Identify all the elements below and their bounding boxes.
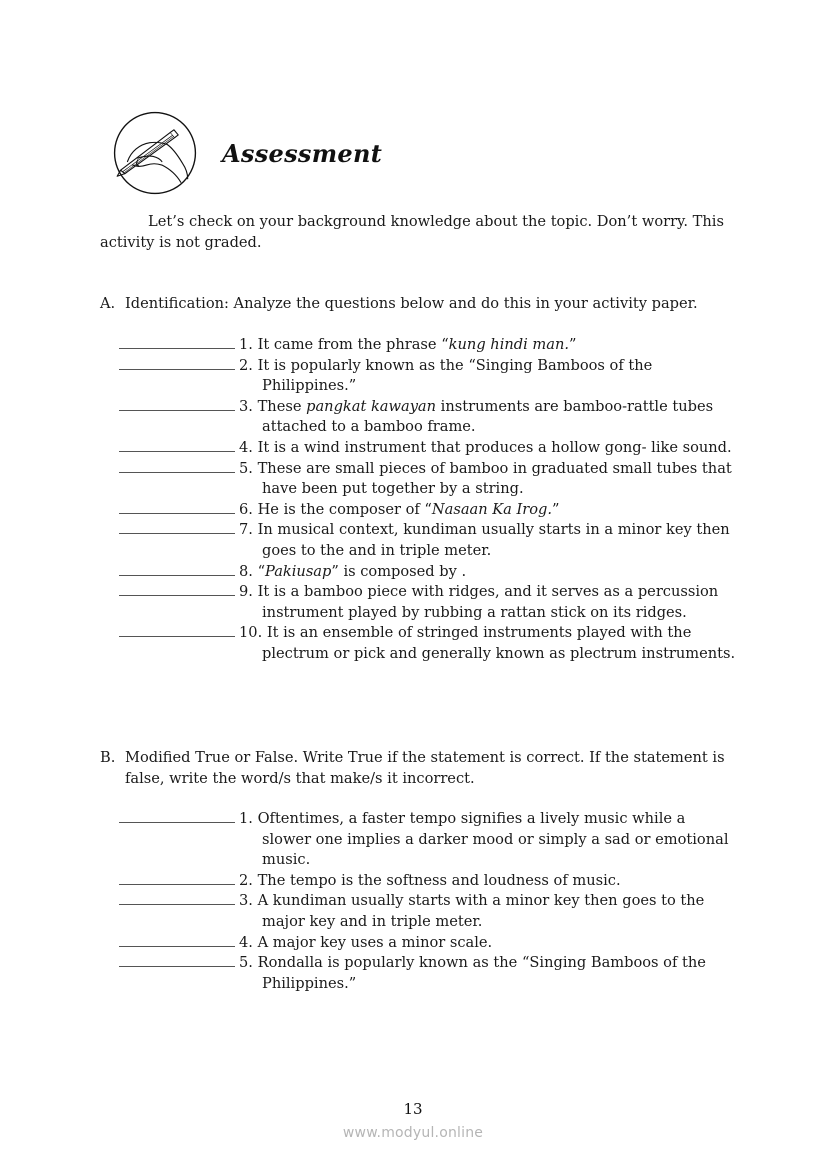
question-item [119,582,739,623]
question-item [119,809,739,871]
answer-blank[interactable] [119,582,235,596]
answer-blank[interactable] [119,953,235,967]
section-a-instruction-text: Identification: Analyze the questions below and do this in your activity paper. [125,295,698,312]
question-number: 4. [239,438,253,456]
watermark: www.modyul.online [342,1125,484,1141]
question-number: 4. [239,933,253,951]
page-title: Assessment [222,138,383,168]
question-number: 2. [239,871,253,889]
italic-term: pangkat kawayan [306,397,437,415]
question-text [239,459,739,500]
text-run: Oftentimes, a faster tempo signifies a lively music while a slower one implies a darker mood or simply a sad or emotional music. [257,810,729,869]
section-a-letter: A. [100,295,116,312]
answer-blank[interactable] [119,397,235,411]
question-text [239,356,739,397]
section-b-items [119,809,739,994]
text-run: It is a wind instrument that produces a hollow gong- like sound. [257,438,732,456]
text-run: ” is composed by . [331,562,467,580]
intro-paragraph: Let’s check on your background knowledge about the topic. Don’t worry. This activity is not graded. [100,213,724,251]
text-run: Rondalla is popularly known as the “Singing Bamboos of the Philippines.” [257,954,706,992]
text-run: In musical context, kundiman usually starts in a minor key then goes to the and in triple meter. [257,521,730,559]
question-item [119,397,739,438]
italic-term: Nasaan Ka Irog. [431,500,553,518]
question-item [119,356,739,397]
text-run: instruments are bamboo-rattle tubes attached to a bamboo frame. [262,397,714,436]
question-number: 1. [239,336,253,353]
text-run: A major key uses a minor scale. [257,933,493,951]
page-number: 13 [403,1100,423,1118]
section-a-instruction [100,294,730,315]
question-item [119,335,739,356]
question-item [119,438,739,459]
assessment-header [112,110,382,196]
question-text [239,397,739,438]
text-run: It is an ensemble of stringed instruments played with the plectrum or pick and generally known as plectrum instruments. [262,624,736,662]
section-b-instruction [100,748,730,789]
question-text [239,520,739,561]
text-run: These are small pieces of bamboo in graduated small tubes that have been put together by a string. [257,459,732,498]
answer-blank[interactable] [119,871,235,885]
answer-blank[interactable] [119,809,235,823]
answer-blank[interactable] [119,335,235,349]
question-item [119,933,739,954]
answer-blank[interactable] [119,520,235,534]
question-text [239,891,739,932]
section-b-letter: B. [100,749,116,766]
pencil-writing-hand-icon [112,110,198,196]
question-item [119,623,739,664]
question-number: 6. [239,500,253,518]
answer-blank[interactable] [119,500,235,514]
question-number: 1. [239,810,253,827]
text-run: “ [257,562,266,580]
question-number: 7. [239,521,253,539]
text-run: These [257,397,307,415]
question-text [239,871,739,892]
question-text [239,335,739,356]
question-text [239,623,739,664]
question-number: 9. [239,583,253,601]
italic-term: Pakiusap [265,562,332,580]
question-text [239,933,739,954]
answer-blank[interactable] [119,562,235,576]
answer-blank[interactable] [119,891,235,905]
question-number: 5. [239,459,253,477]
text-run: A kundiman usually starts with a minor key then goes to the major key and in triple meter. [257,892,705,930]
question-number: 5. [239,954,253,972]
answer-blank[interactable] [119,459,235,473]
question-text [239,438,739,459]
question-number: 3. [239,892,253,910]
question-text [239,500,739,521]
section-b-instruction-text: Modified True or False. Write True if the statement is correct. If the statement is false, write the word/s that make/s it incorrect. [125,749,725,787]
question-item [119,500,739,521]
text-run: It came from the phrase “ [257,336,449,353]
text-run: It is popularly known as the “Singing Bamboos of the Philippines.” [257,356,653,395]
text-run: ” [569,336,577,353]
question-text [239,582,739,623]
question-number: 8. [239,562,253,580]
question-text [239,562,739,583]
question-text [239,953,739,994]
question-number: 10. [239,624,263,642]
question-item [119,562,739,583]
question-item [119,871,739,892]
answer-blank[interactable] [119,438,235,452]
question-item [119,459,739,500]
italic-term: kung hindi man. [448,336,569,353]
answer-blank[interactable] [119,356,235,370]
text-run: The tempo is the softness and loudness of music. [257,871,621,889]
answer-blank[interactable] [119,933,235,947]
question-item [119,520,739,561]
text-run: It is a bamboo piece with ridges, and it serves as a percussion instrument played by rubbing a rattan stick on its ridges. [257,583,719,621]
text-run: ” [552,500,560,518]
text-run: He is the composer of “ [257,500,432,518]
question-number: 2. [239,356,253,374]
section-a-items [119,335,739,665]
question-text [239,809,739,871]
question-item [119,953,739,994]
question-item [119,891,739,932]
answer-blank[interactable] [119,623,235,637]
question-number: 3. [239,397,253,415]
